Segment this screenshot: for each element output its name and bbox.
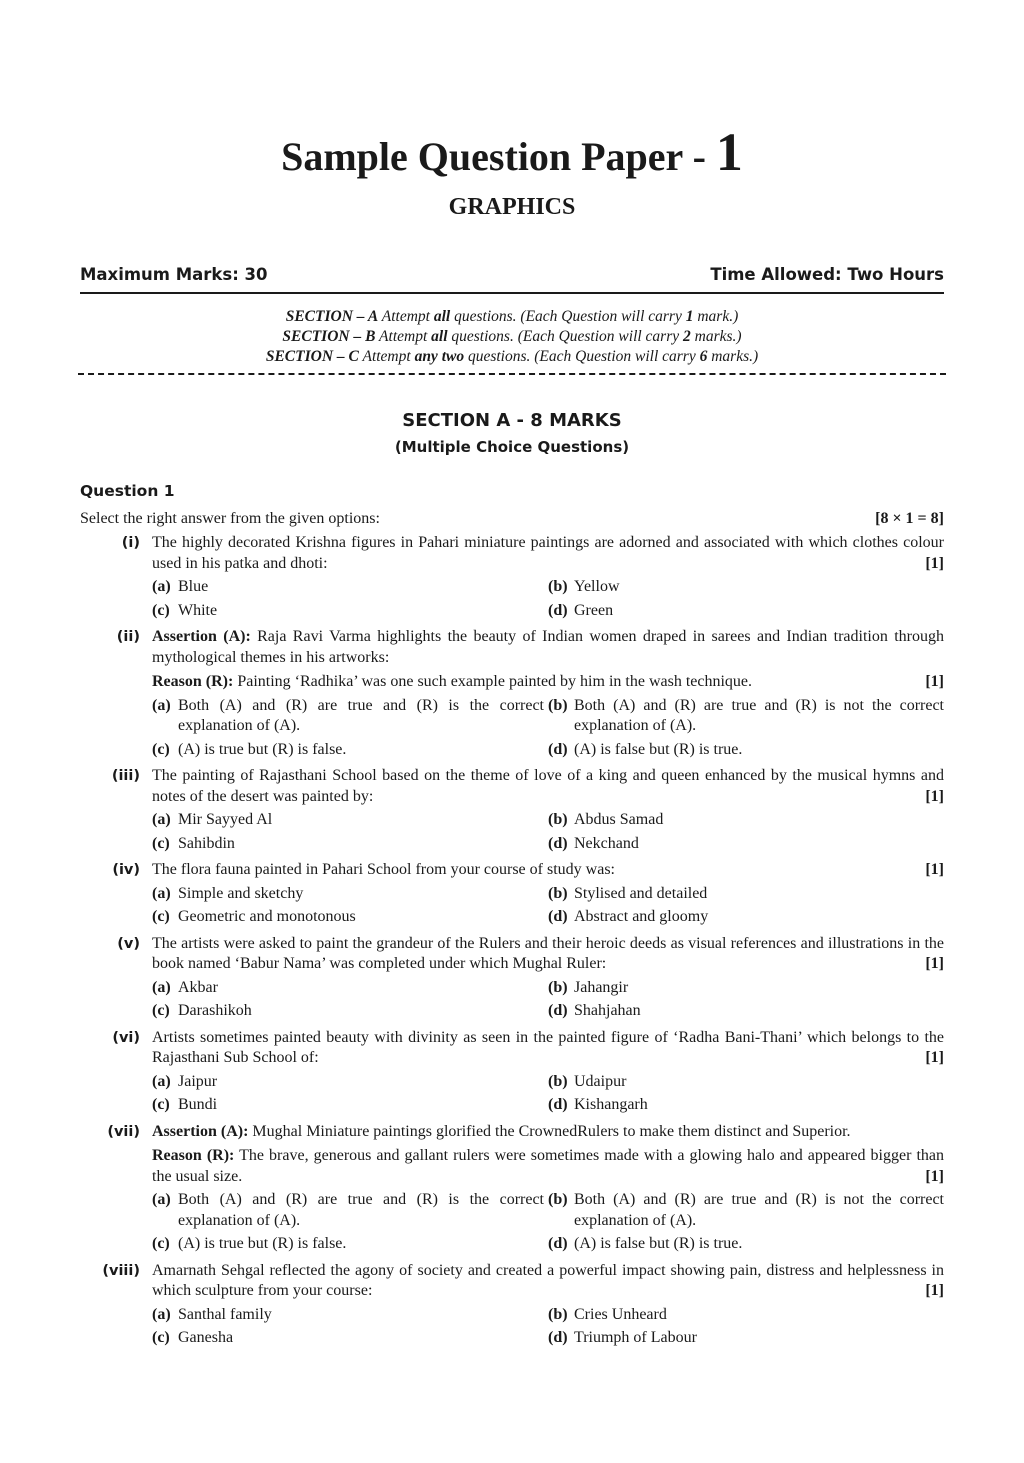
question-stem: The artists were asked to paint the grandeur of the Rulers and their heroic deeds as visual references and illustrations in the book named ‘Babur Nama’ was completed under which Mughal Ruler: [1] <box>152 934 944 975</box>
option: (d) (A) is false but (R) is true. <box>548 740 743 758</box>
instruction-line: SECTION – C Attempt any two questions. (Each Question will carry 6 marks.) <box>265 348 759 365</box>
question-item <box>80 1028 944 1119</box>
option: (d) Shahjahan <box>548 1002 641 1019</box>
question-item <box>80 766 944 857</box>
option: (b) Both (A) and (R) are true and (R) is not the correct explanation of (A). <box>548 696 944 734</box>
instruction-line: SECTION – B Attempt all questions. (Each Question will carry 2 marks.) <box>282 328 742 345</box>
section-title: SECTION A - 8 MARKS <box>402 410 622 431</box>
section-subtitle: (Multiple Choice Questions) <box>394 438 630 456</box>
question-item <box>80 934 944 1025</box>
option: (b) Stylised and detailed <box>548 884 708 902</box>
options <box>152 810 944 857</box>
option: (d) Nekchand <box>548 834 639 852</box>
question-number: (viii) <box>102 1262 140 1279</box>
question-number: (ii) <box>116 629 140 645</box>
question-item <box>80 533 944 624</box>
paper-number: 1 <box>715 122 743 182</box>
option: (d) Triumph of Labour <box>548 1329 697 1346</box>
question-marks: [1] <box>925 673 944 690</box>
option: (d) Abstract and gloomy <box>548 908 709 925</box>
option: (a) Simple and sketchy <box>152 884 304 902</box>
question-marks: [1] <box>925 1167 944 1185</box>
question-list <box>80 533 944 1355</box>
option: (d) Kishangarh <box>548 1096 648 1113</box>
question-marks: [1] <box>925 1282 944 1299</box>
option: (b) Udaipur <box>548 1072 627 1090</box>
question-marks: [1] <box>925 861 944 878</box>
question-stem: The highly decorated Krishna figures in Pahari miniature paintings are adorned and associated with which clothes colour used in his patka and dhoti: [1] <box>152 533 944 574</box>
question-number: (iii) <box>111 768 140 784</box>
dashed-divider <box>78 373 946 375</box>
option: (b) Both (A) and (R) are true and (R) is not the correct explanation of (A). <box>548 1191 944 1229</box>
question-instruction <box>80 508 944 529</box>
question-number: (i) <box>121 535 140 551</box>
option: (c) Geometric and monotonous <box>152 908 356 925</box>
option: (b) Yellow <box>548 578 620 595</box>
question-number: (v) <box>117 935 140 952</box>
reason: Reason (R): Painting ‘Radhika’ was one such example painted by him in the wash technique. [1] <box>152 672 944 693</box>
assertion: Assertion (A): Raja Ravi Varma highlights the beauty of Indian women draped in sarees and Indian tradition through mythological themes in his artworks: <box>152 628 944 666</box>
question-number: (iv) <box>112 862 140 878</box>
option: (a) Jaipur <box>152 1072 218 1090</box>
options <box>152 1072 944 1119</box>
question-item <box>80 1122 944 1258</box>
maximum-marks: Maximum Marks: 30 <box>80 265 268 284</box>
question-item <box>80 860 944 931</box>
marks-time-bar <box>80 262 944 294</box>
options <box>152 978 944 1025</box>
options <box>152 696 944 764</box>
option: (a) Both (A) and (R) are true and (R) is the correct explanation of (A). <box>152 1191 544 1229</box>
total-marks: [8 × 1 = 8] <box>875 510 944 527</box>
option: (b) Jahangir <box>548 978 629 996</box>
section-instructions <box>80 307 944 367</box>
question-item <box>80 1261 944 1352</box>
options <box>152 1305 944 1352</box>
subject-title: GRAPHICS <box>448 194 576 220</box>
options <box>152 884 944 931</box>
question-heading: Question 1 <box>80 482 175 500</box>
option: (c) Ganesha <box>152 1329 234 1346</box>
time-allowed: Time Allowed: Two Hours <box>710 265 944 284</box>
option: (c) (A) is true but (R) is false. <box>152 1235 347 1252</box>
question-item <box>80 627 944 763</box>
option: (a) Blue <box>152 578 209 595</box>
options <box>152 577 944 624</box>
paper-title-text: Sample Question Paper - <box>281 134 716 179</box>
question-number: (vii) <box>107 1123 140 1140</box>
option: (c) Darashikoh <box>152 1002 252 1019</box>
question-marks: [1] <box>925 955 944 972</box>
question-stem: Artists sometimes painted beauty with divinity as seen in the painted figure of ‘Radha Bani-Thani’ which belongs to the Rajasthani Sub School of: [1] <box>152 1028 944 1069</box>
question-stem: The flora fauna painted in Pahari School from your course of study was: [1] <box>152 860 944 881</box>
paper-title <box>80 124 944 185</box>
option: (b) Cries Unheard <box>548 1305 667 1323</box>
question-marks: [1] <box>925 1049 944 1066</box>
option: (a) Santhal family <box>152 1305 272 1323</box>
option: (c) White <box>152 601 218 619</box>
option: (d) Green <box>548 601 614 619</box>
reason: Reason (R): The brave, generous and gallant rulers were sometimes made with a glowing halo and appeared bigger than the usual size. [1] <box>152 1146 944 1187</box>
option: (c) Bundi <box>152 1096 218 1113</box>
option: (b) Abdus Samad <box>548 811 664 828</box>
question-marks: [1] <box>925 554 944 572</box>
instruction-line: SECTION – A Attempt all questions. (Each Question will carry 1 mark.) <box>285 308 739 325</box>
option: (d) (A) is false but (R) is true. <box>548 1235 743 1252</box>
option: (a) Akbar <box>152 978 218 996</box>
instruction-text: Select the right answer from the given options: <box>80 510 380 527</box>
option: (c) Sahibdin <box>152 834 235 852</box>
option: (c) (A) is true but (R) is false. <box>152 740 347 758</box>
assertion: Assertion (A): Mughal Miniature paintings glorified the CrownedRulers to make them distinct and Superior. <box>152 1122 851 1140</box>
question-number: (vi) <box>112 1029 140 1046</box>
question-stem: Amarnath Sehgal reflected the agony of society and created a powerful impact showing pain, distress and helplessness in which sculpture from your course: [1] <box>152 1261 944 1302</box>
option: (a) Both (A) and (R) are true and (R) is the correct explanation of (A). <box>152 696 544 734</box>
question-stem: The painting of Rajasthani School based on the theme of love of a king and queen enhanced by the musical hymns and notes of the desert was painted by: [1] <box>152 766 944 807</box>
options <box>152 1190 944 1258</box>
question-marks: [1] <box>925 787 944 805</box>
option: (a) Mir Sayyed Al <box>152 811 273 828</box>
